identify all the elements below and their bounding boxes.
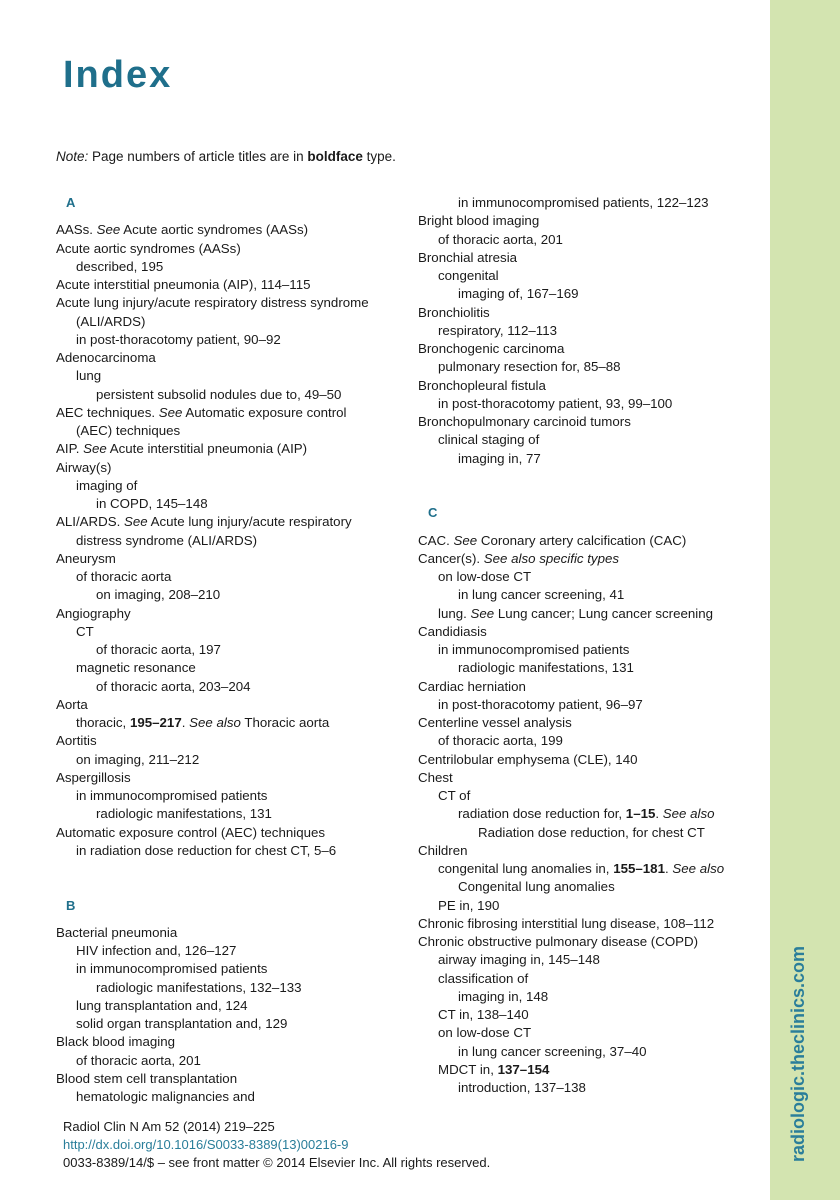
index-entry <box>56 732 401 750</box>
entry-text: Candidiasis <box>418 623 487 639</box>
index-entry <box>56 294 401 312</box>
entry-text: See also <box>662 806 715 822</box>
index-entry <box>56 367 401 385</box>
entry-text: persistent subsolid nodules due to, 49–50 <box>96 386 342 402</box>
entry-text: (AEC) techniques <box>76 423 181 438</box>
section-letter: C <box>428 505 438 521</box>
section-letter: B <box>66 897 76 913</box>
journal-url[interactable]: radiologic.theclinics.com <box>788 945 808 1162</box>
entry-text: in immunocompromised patients <box>76 788 268 803</box>
entry-text: AIP. <box>56 441 84 457</box>
index-note <box>56 149 396 164</box>
index-entry <box>418 322 758 340</box>
index-entry <box>418 532 758 550</box>
index-entry <box>56 842 401 860</box>
entry-text: radiologic manifestations, 131 <box>96 806 272 822</box>
entry-text: Angiography <box>56 605 131 621</box>
page-title: Index <box>63 54 173 96</box>
entry-text: See also <box>189 715 241 730</box>
index-entry <box>56 787 401 805</box>
entry-text: CT of <box>438 788 471 803</box>
entry-text: respiratory, 112–113 <box>438 322 558 338</box>
index-entry <box>56 477 401 495</box>
index-entry <box>56 550 401 568</box>
index-entry <box>56 240 401 258</box>
entry-text: Acute lung injury/acute respiratory <box>147 514 352 530</box>
index-entry <box>56 459 401 477</box>
index-entry <box>56 404 401 422</box>
entry-text: Blood stem cell transplantation <box>56 1070 238 1086</box>
entry-text: Radiation dose reduction, for chest CT <box>478 824 705 840</box>
index-entry <box>418 805 758 823</box>
index-entry <box>418 623 758 641</box>
entry-text: See also specific types <box>483 550 620 566</box>
index-entry <box>418 878 758 896</box>
entry-text: Black blood imaging <box>56 1034 176 1050</box>
entry-text: Chronic fibrosing interstitial lung disease, 108–112 <box>418 915 715 931</box>
entry-text: Bronchiolitis <box>418 304 490 320</box>
entry-text: congenital <box>438 268 499 283</box>
entry-text: Acute aortic syndromes (AASs) <box>120 222 309 238</box>
index-entry <box>418 249 758 267</box>
entry-text: on imaging, 211–212 <box>76 751 200 767</box>
index-entry <box>418 1024 758 1042</box>
entry-text: pulmonary resection for, 85–88 <box>438 359 621 375</box>
entry-text: Acute aortic syndromes (AASs) <box>56 240 241 256</box>
index-entry <box>56 714 401 732</box>
index-entry <box>56 659 401 677</box>
index-entry <box>418 915 758 933</box>
index-column-right <box>418 194 758 1097</box>
index-entry <box>56 349 401 367</box>
entry-text: Cardiac herniation <box>418 678 526 694</box>
index-entry <box>418 988 758 1006</box>
entry-text: Bronchogenic carcinoma <box>418 341 565 356</box>
entry-text: radiation dose reduction for, <box>458 806 626 822</box>
entry-text: on imaging, 208–210 <box>96 587 221 603</box>
index-entry <box>418 933 758 951</box>
entry-text: of thoracic aorta, 201 <box>438 231 563 247</box>
entry-text: imaging of, 167–169 <box>458 286 579 302</box>
index-column-left <box>56 194 401 1106</box>
entry-text: in post-thoracotomy patient, 90–92 <box>76 331 281 347</box>
entry-text: in lung cancer screening, 37–40 <box>458 1043 647 1059</box>
copyright: 0033-8389/14/$ – see front matter © 2014 Elsevier Inc. All rights reserved. <box>63 1155 491 1170</box>
entry-text: of thoracic aorta, 201 <box>76 1052 201 1068</box>
entry-text: Aorta <box>56 696 88 712</box>
entry-text: lung. <box>438 605 471 621</box>
note-label: Note: <box>56 149 89 164</box>
entry-text: Thoracic aorta <box>240 715 330 730</box>
entry-text: Automatic exposure control (AEC) techniques <box>56 824 326 840</box>
index-entry <box>56 678 401 696</box>
index-entry <box>418 550 758 568</box>
entry-text: imaging of <box>76 477 138 493</box>
index-entry <box>418 605 758 623</box>
index-entry <box>418 194 758 212</box>
entry-text: . <box>655 806 663 822</box>
entry-text: Bronchopleural fistula <box>418 377 546 393</box>
page-footer <box>63 1118 490 1172</box>
index-entry <box>418 358 758 376</box>
index-entry <box>56 997 401 1015</box>
entry-text: thoracic, <box>76 715 130 730</box>
index-entry <box>56 513 401 531</box>
entry-text: Centerline vessel analysis <box>418 715 572 730</box>
index-entry <box>418 267 758 285</box>
index-entry <box>56 1015 401 1033</box>
entry-text: in COPD, 145–148 <box>96 496 208 511</box>
entry-text: Adenocarcinoma <box>56 350 156 365</box>
index-entry <box>56 313 401 331</box>
entry-text: 1–15 <box>625 806 656 822</box>
index-entry <box>418 678 758 696</box>
doi-link[interactable]: http://dx.doi.org/10.1016/S0033-8389(13)00216-9 <box>63 1137 349 1152</box>
entry-text: See <box>96 222 121 238</box>
index-entry <box>56 1052 401 1070</box>
entry-text: introduction, 137–138 <box>458 1080 586 1095</box>
index-entry <box>56 532 401 550</box>
entry-text: Bacterial pneumonia <box>56 924 178 940</box>
entry-text: in radiation dose reduction for chest CT, 5–6 <box>76 842 337 858</box>
note-text-after: type. <box>362 149 396 164</box>
index-entry <box>418 1061 758 1079</box>
entry-text: AASs. <box>56 222 97 238</box>
entry-text: Bronchial atresia <box>418 249 518 265</box>
index-entry <box>56 751 401 769</box>
index-entry <box>56 1070 401 1088</box>
index-entry <box>56 258 401 276</box>
entry-text: Airway(s) <box>56 459 112 475</box>
entry-text: Automatic exposure control <box>182 404 347 420</box>
entry-text: Bronchopulmonary carcinoid tumors <box>418 414 631 429</box>
index-entry <box>56 568 401 586</box>
entry-text: 137–154 <box>497 1061 550 1077</box>
note-bold-word: boldface <box>307 149 363 164</box>
entry-text: imaging in, 77 <box>458 450 541 466</box>
entry-text: CT <box>76 623 94 639</box>
entry-text: Acute interstitial pneumonia (AIP) <box>106 441 308 457</box>
index-entry <box>56 805 401 823</box>
entry-text: on low-dose CT <box>438 569 532 584</box>
entry-text: Centrilobular emphysema (CLE), 140 <box>418 751 638 767</box>
entry-text: imaging in, 148 <box>458 988 549 1004</box>
entry-text: CAC. <box>418 532 454 548</box>
entry-text: PE in, 190 <box>438 897 500 913</box>
entry-text: Chest <box>418 769 453 785</box>
index-entry <box>56 586 401 604</box>
entry-text: magnetic resonance <box>76 660 196 676</box>
entry-text: of thoracic aorta, 203–204 <box>96 678 251 694</box>
index-entry <box>56 696 401 714</box>
entry-text: Aortitis <box>56 733 97 749</box>
entry-text: congenital lung anomalies in, <box>438 861 614 876</box>
entry-text: 195–217 <box>129 715 182 730</box>
index-entry <box>418 450 758 468</box>
entry-text: See <box>83 441 107 457</box>
entry-text: See <box>158 404 183 420</box>
entry-text: radiologic manifestations, 131 <box>458 660 634 676</box>
entry-text: clinical staging of <box>438 432 540 448</box>
entry-text: AEC techniques. <box>56 404 159 420</box>
entry-text: of thoracic aorta, 197 <box>96 642 221 657</box>
entry-text: ALI/ARDS. <box>56 514 124 530</box>
index-entry <box>418 1079 758 1097</box>
index-entry <box>56 440 401 458</box>
entry-text: of thoracic aorta <box>76 569 172 584</box>
citation: Radiol Clin N Am 52 (2014) 219–225 <box>63 1119 275 1134</box>
index-entry <box>418 842 758 860</box>
index-entry <box>418 1043 758 1061</box>
index-entry <box>56 1033 401 1051</box>
entry-text: in immunocompromised patients, 122–123 <box>458 195 709 210</box>
entry-text: lung transplantation and, 124 <box>76 997 248 1013</box>
entry-text: Aspergillosis <box>56 769 131 785</box>
index-entry <box>56 960 401 978</box>
index-entry <box>418 377 758 395</box>
index-entry <box>418 212 758 230</box>
index-entry <box>56 979 401 997</box>
entry-text: in immunocompromised patients <box>76 961 268 977</box>
index-entry <box>418 586 758 604</box>
entry-text: hematologic malignancies and <box>76 1089 255 1104</box>
entry-text: in immunocompromised patients <box>438 642 630 657</box>
entry-text: Acute interstitial pneumonia (AIP), 114–115 <box>56 277 311 292</box>
entry-text: Children <box>418 842 468 858</box>
entry-text: radiologic manifestations, 132–133 <box>96 979 302 995</box>
index-entry <box>418 897 758 915</box>
entry-text: . <box>664 861 673 876</box>
index-entry <box>56 769 401 787</box>
index-entry <box>418 395 758 413</box>
index-entry <box>418 970 758 988</box>
index-entry <box>418 751 758 769</box>
index-entry <box>56 924 401 942</box>
index-entry <box>418 413 758 431</box>
entry-text: CT in, 138–140 <box>438 1007 529 1022</box>
entry-text: See also <box>672 861 725 876</box>
index-entry <box>56 623 401 641</box>
index-entry <box>418 304 758 322</box>
entry-text: on low-dose CT <box>438 1025 532 1041</box>
index-entry <box>56 331 401 349</box>
index-entry <box>418 769 758 787</box>
index-entry <box>418 340 758 358</box>
index-entry <box>56 386 401 404</box>
entry-text: See <box>453 532 478 548</box>
journal-sidebar <box>770 0 840 1200</box>
index-entry <box>418 696 758 714</box>
entry-text: distress syndrome (ALI/ARDS) <box>76 532 258 548</box>
index-entry <box>418 860 758 878</box>
index-entry <box>418 431 758 449</box>
entry-text: Coronary artery calcification (CAC) <box>477 532 687 548</box>
index-entry <box>56 495 401 513</box>
entry-text: See <box>123 514 148 530</box>
index-entry <box>56 942 401 960</box>
entry-text: in lung cancer screening, 41 <box>458 587 625 603</box>
entry-text: (ALI/ARDS) <box>76 313 146 329</box>
entry-text: See <box>470 605 495 621</box>
index-entry <box>418 568 758 586</box>
entry-text: Chronic obstructive pulmonary disease (COPD) <box>418 934 699 949</box>
index-entry <box>56 276 401 294</box>
index-entry <box>418 641 758 659</box>
index-entry <box>56 422 401 440</box>
index-entry <box>418 787 758 805</box>
entry-text: Congenital lung anomalies <box>458 879 615 895</box>
index-entry <box>56 641 401 659</box>
note-text-before: Page numbers of article titles are in <box>88 149 308 164</box>
entry-text: of thoracic aorta, 199 <box>438 733 563 749</box>
entry-text: HIV infection and, 126–127 <box>76 943 237 958</box>
index-entry <box>418 951 758 969</box>
index-entry <box>56 605 401 623</box>
entry-text: Lung cancer; Lung cancer screening <box>494 605 714 621</box>
entry-text: airway imaging in, 145–148 <box>438 952 600 968</box>
section-letter: A <box>66 195 76 210</box>
index-entry <box>418 714 758 732</box>
index-entry <box>418 285 758 303</box>
entry-text: classification of <box>438 970 529 986</box>
index-entry <box>56 221 401 239</box>
entry-text: . <box>181 715 190 730</box>
index-entry <box>418 1006 758 1024</box>
entry-text: Bright blood imaging <box>418 213 540 229</box>
entry-text: lung <box>76 368 102 384</box>
index-entry <box>418 732 758 750</box>
entry-text: MDCT in, <box>438 1061 498 1077</box>
entry-text: solid organ transplantation and, 129 <box>76 1016 288 1031</box>
entry-text: Aneurysm <box>56 550 116 566</box>
entry-text: in post-thoracotomy patient, 93, 99–100 <box>438 395 673 411</box>
entry-text: Cancer(s). <box>418 550 484 566</box>
index-entry <box>418 824 758 842</box>
entry-text: 155–181 <box>613 861 665 876</box>
index-entry <box>418 659 758 677</box>
index-entry <box>56 824 401 842</box>
index-entry <box>56 1088 401 1106</box>
entry-text: in post-thoracotomy patient, 96–97 <box>438 696 643 712</box>
entry-text: described, 195 <box>76 258 164 274</box>
index-entry <box>418 231 758 249</box>
entry-text: Acute lung injury/acute respiratory distress syndrome <box>56 295 369 311</box>
